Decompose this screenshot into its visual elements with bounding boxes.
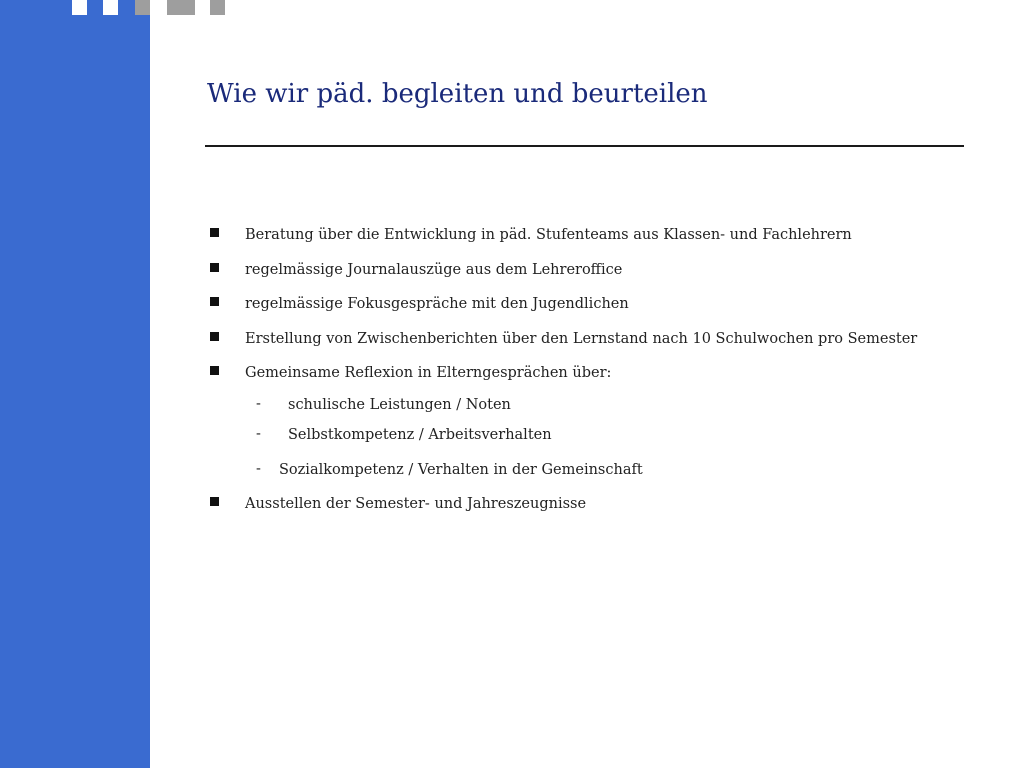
bullet-square-icon: [210, 297, 219, 306]
left-blue-sidebar: [0, 0, 150, 768]
bullet-item: regelmässige Fokusgespräche mit den Jugendlichen: [245, 296, 629, 312]
bullet-item: Gemeinsame Reflexion in Elterngesprächen über:: [245, 365, 612, 381]
bullet-square-icon: [210, 263, 219, 272]
bullet-square-icon: [210, 497, 219, 506]
bullet-square-icon: [210, 332, 219, 341]
sub-bullet-item: Selbstkompetenz / Arbeitsverhalten: [288, 427, 552, 443]
bullet-square-icon: [210, 366, 219, 375]
slide-title: Wie wir päd. begleiten und beurteilen: [207, 79, 708, 109]
deco-square: [135, 0, 150, 15]
bullet-square-icon: [210, 228, 219, 237]
deco-square: [180, 0, 195, 15]
deco-square: [210, 0, 225, 15]
deco-square: [72, 0, 87, 15]
title-underline: [205, 145, 964, 147]
bullet-item: Erstellung von Zwischenberichten über den Lernstand nach 10 Schulwochen pro Semester: [245, 331, 918, 347]
bullet-item: Ausstellen der Semester- und Jahreszeugnisse: [245, 496, 587, 512]
decorative-squares: [0, 0, 240, 16]
dash-marker: -: [256, 461, 261, 477]
bullet-item: regelmässige Journalauszüge aus dem Lehreroffice: [245, 262, 623, 278]
bullet-item: Beratung über die Entwicklung in päd. Stufenteams aus Klassen- und Fachlehrern: [245, 227, 852, 243]
dash-marker: -: [256, 426, 261, 442]
sub-bullet-item: Sozialkompetenz / Verhalten in der Gemeinschaft: [279, 462, 643, 478]
dash-marker: -: [256, 396, 261, 412]
sub-bullet-item: schulische Leistungen / Noten: [288, 397, 511, 413]
deco-square: [103, 0, 118, 15]
